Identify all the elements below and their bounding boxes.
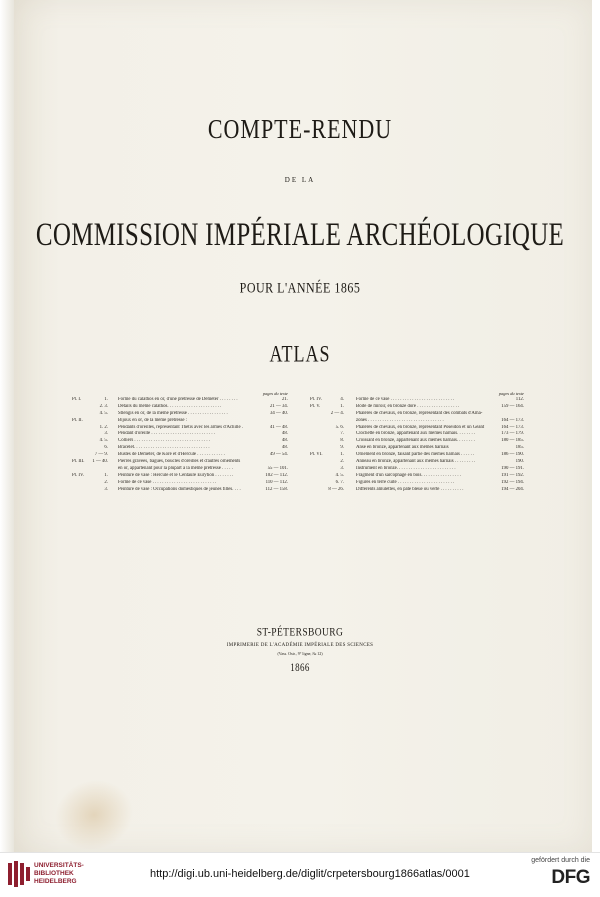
library-name-line: UNIVERSITÄTS- bbox=[34, 862, 84, 869]
toc-page-range: 190. bbox=[515, 459, 524, 465]
toc-page-range: 164 — 173. bbox=[501, 424, 524, 430]
toc-entry-text: Pierres gravées, bagues, boucles d'oreilles et d'autres ornements bbox=[118, 459, 241, 465]
toc-entry bbox=[310, 473, 524, 480]
toc-entry bbox=[310, 445, 524, 452]
toc-figure-number: 2. bbox=[104, 479, 108, 485]
toc-entry-text: Boîte de miroir, en bronze doré . . . . . . . . . . . . . . . . . . bbox=[356, 403, 460, 409]
toc-figure-number: 6. bbox=[104, 445, 108, 451]
toc-page-range: 192 — 194. bbox=[501, 479, 524, 485]
toc-entry bbox=[72, 466, 288, 473]
toc-entry bbox=[72, 480, 288, 487]
document-url-link[interactable]: http://digi.ub.uni-heidelberg.de/diglit/crpetersbourg1866atlas/0001 bbox=[150, 868, 470, 880]
toc-entry bbox=[310, 425, 524, 432]
toc-entry-text: Anse en bronze, appartenant aux mêmes harnais bbox=[356, 445, 449, 451]
toc-figure-number: 8. bbox=[340, 438, 344, 444]
toc-figure-number: 9. bbox=[340, 445, 344, 451]
toc-figure-number: 4. bbox=[340, 397, 344, 402]
toc-page-range: 110 — 112. bbox=[265, 479, 288, 485]
toc-entry-text: Forme de ce vase . . . . . . . . . . . . . . . . . . . . . . . . . . . bbox=[118, 479, 217, 485]
toc-entry bbox=[72, 404, 288, 411]
toc-entry bbox=[310, 452, 524, 459]
library-name-line: HEIDELBERG bbox=[34, 878, 77, 885]
funder-label: gefördert durch die bbox=[531, 857, 590, 864]
toc-figure-number: 1. bbox=[340, 403, 344, 409]
toc-figure-number: 1. 2. bbox=[99, 424, 108, 430]
toc-entry bbox=[72, 418, 288, 425]
toc-page-range: 102 — 112. bbox=[265, 472, 288, 478]
pages-header: pages du texte bbox=[498, 391, 524, 396]
imprint-year: 1866 bbox=[290, 660, 310, 674]
toc-figure-number: 3. bbox=[104, 431, 108, 437]
toc-entry-text: Stlengis en or, de la même prêtresse . . . . . . . . . . . . . . . . . bbox=[118, 410, 228, 416]
toc-entry-text: Bijoux en or, de la même prêtresse : bbox=[118, 417, 188, 423]
toc-page-range: 190 — 191. bbox=[501, 465, 524, 471]
library-name[interactable] bbox=[34, 862, 84, 886]
toc-page-range: 112. bbox=[515, 397, 524, 402]
year-line: POUR L'ANNÉE 1865 bbox=[239, 279, 361, 297]
toc-entry bbox=[72, 459, 288, 466]
toc-figure-number: 4. 5. bbox=[335, 472, 344, 478]
toc-figure-number: 4. 5. bbox=[99, 410, 108, 416]
toc-entry bbox=[310, 438, 524, 445]
toc-page-range: 41 — 48. bbox=[270, 424, 288, 430]
toc-entry-text: Détails du même calathos. . . . . . . . . . . . . . . . . . . . . . . bbox=[118, 403, 222, 409]
toc-entry-text: Phalères de chevaux, en bronze, représentant des combats d'Ama- bbox=[356, 410, 483, 416]
toc-figure-number: 3. bbox=[104, 486, 108, 492]
title-connector: DE LA bbox=[284, 176, 316, 184]
toc-entry bbox=[310, 418, 524, 425]
toc-page-range: 112 — 158. bbox=[265, 486, 288, 492]
toc-figure-number: 1. bbox=[104, 397, 108, 402]
title-line-1: COMPTE-RENDU bbox=[207, 112, 393, 144]
toc-left-column bbox=[72, 391, 288, 493]
toc-entry bbox=[310, 404, 524, 411]
toc-entry bbox=[72, 425, 288, 432]
toc-entry bbox=[310, 431, 524, 438]
title-line-2: COMMISSION IMPÉRIALE ARCHÉOLOGIQUE bbox=[35, 217, 565, 253]
toc-page-range: 173 — 179. bbox=[501, 431, 524, 437]
toc-entry bbox=[310, 411, 524, 418]
toc-page-range: 164 — 173. bbox=[501, 417, 524, 423]
pages-header: pages du texte bbox=[262, 391, 288, 396]
university-library-logo-icon bbox=[6, 859, 32, 889]
toc-plate-number: Pl. V. bbox=[310, 403, 321, 409]
toc-entry-text: Différents amulettes, en pâte bleue ou verte . . . . . . . . . . bbox=[356, 486, 464, 492]
toc-figure-number: 2. 3. bbox=[99, 403, 108, 409]
toc-entry-text: Peinture de vase : Occupations domestiques de jeunes filles. . . . bbox=[118, 486, 241, 492]
toc-page-range: 21. bbox=[282, 397, 288, 402]
toc-entry-text: Bustes de Déméter, de Koré et d'Hercule . . . . . . . . . . . . bbox=[118, 452, 225, 458]
toc-entry-text: Anneau en bronze, appartenant aux mêmes harnais . . . . . . . . . bbox=[356, 459, 476, 465]
toc-right-column bbox=[310, 391, 524, 493]
toc-entry-text: Instrument en bronze. . . . . . . . . . . . . . . . . . . . . . . . . bbox=[356, 465, 456, 471]
toc-entry bbox=[72, 411, 288, 418]
toc-figure-number: 2. bbox=[340, 459, 344, 465]
toc-entry-text: Figures en terre cuite . . . . . . . . . . . . . . . . . . . . . . . . bbox=[356, 479, 455, 485]
imprint-address: (Vass. Ostr., 9° ligne, № 12) bbox=[277, 651, 323, 656]
toc-page-range: 191 — 192. bbox=[501, 472, 524, 478]
toc-figure-number: 3. bbox=[340, 465, 344, 471]
toc-entry-text: Peinture de vase : Hercule et le Centaure Eurytion . . . . . . . . bbox=[118, 472, 234, 478]
toc-entry-text: Croissant en bronze, appartenant aux mêmes harnais. . . . . . . . bbox=[356, 438, 475, 444]
toc-page-range: 48. bbox=[282, 445, 288, 451]
toc-page-range: 48. bbox=[282, 438, 288, 444]
toc-figure-number: 7 — 9. bbox=[94, 452, 108, 458]
toc-entry bbox=[72, 452, 288, 459]
toc-plate-number: Pl. I. bbox=[72, 397, 82, 402]
toc-page-range: 48. bbox=[282, 431, 288, 437]
toc-entry bbox=[310, 397, 524, 404]
toc-entry-text: Fragment d'un sarcophage en bois. . . . . . . . . . . . . . . . . bbox=[356, 472, 461, 478]
toc-entry bbox=[72, 397, 288, 404]
toc-entry bbox=[310, 480, 524, 487]
toc-entry bbox=[72, 438, 288, 445]
toc-figure-number: 5. 6. bbox=[335, 424, 344, 430]
toc-figure-number: 1. bbox=[340, 452, 344, 458]
toc-figure-number: 7. bbox=[340, 431, 344, 437]
toc-entry-text: Pendants d'oreilles, représentant Thétis avec les armes d'Achille . bbox=[118, 424, 243, 430]
toc-entry bbox=[72, 431, 288, 438]
toc-entry-text: Forme du calathos en or, d'une prêtresse de Déméter . . . . . . . . bbox=[118, 397, 238, 402]
toc-entry-text: Clochette en bronze, appartenant aux mêmes harnais. . . . . . . . bbox=[356, 431, 476, 437]
toc-page-range: 55 — 101. bbox=[267, 465, 288, 471]
toc-entry bbox=[310, 487, 524, 494]
toc-entry-text: Ornement en bronze, faisant partie des mêmes harnais . . . . . . bbox=[356, 452, 475, 458]
toc-plate-number: Pl. IV. bbox=[310, 397, 323, 402]
toc-entry-text: Phalères de chevaux, en bronze, représentant Poseidon et un Géant bbox=[356, 424, 485, 430]
library-name-line: BIBLIOTHEK bbox=[34, 870, 74, 877]
toc-figure-number: 6. 7. bbox=[335, 479, 344, 485]
toc-entry bbox=[72, 487, 288, 494]
paper-stain bbox=[44, 768, 143, 861]
toc-entry bbox=[310, 466, 524, 473]
toc-entry-text: en or, appartenant pour la plupart à la même prêtresse . . . . . bbox=[118, 465, 233, 471]
toc-page-range: 159 — 164. bbox=[501, 403, 524, 409]
toc-page-range: 185. bbox=[515, 445, 524, 451]
toc-plate-number: Pl. IV. bbox=[72, 472, 85, 478]
toc-page-range: 180 — 185. bbox=[501, 438, 524, 444]
atlas-heading: ATLAS bbox=[269, 340, 331, 367]
toc-entry-text: Pendant d'oreille . . . . . . . . . . . . . . . . . . . . . . . . . . . bbox=[118, 431, 215, 437]
toc-entry-text: zones . . . . . . . . . . . . . . . . . . . . . . . . . . . . . . . . bbox=[356, 417, 444, 423]
toc-figure-number: 8 — 26. bbox=[328, 486, 344, 492]
toc-plate-number: Pl. VI. bbox=[310, 452, 323, 458]
toc-figure-number: 2 — 4. bbox=[330, 410, 344, 416]
toc-page-range: 186 — 190. bbox=[501, 452, 524, 458]
toc-entry bbox=[72, 473, 288, 480]
toc-figure-number: 1 — 40. bbox=[92, 459, 108, 465]
toc-entry-text: Colliers . . . . . . . . . . . . . . . . . . . . . . . . . . . . . . . . bbox=[118, 438, 210, 444]
toc-page-range: 49 — 54. bbox=[270, 452, 288, 458]
toc-figure-number: 1. bbox=[104, 472, 108, 478]
toc-entry bbox=[310, 459, 524, 466]
dfg-logo[interactable]: DFG bbox=[551, 867, 590, 888]
toc-entry bbox=[72, 445, 288, 452]
viewer-footer bbox=[0, 852, 600, 897]
toc-figure-number: 4. 5. bbox=[99, 438, 108, 444]
toc-page-range: 194 — 204. bbox=[501, 486, 524, 492]
toc-page-range: 21 — 34. bbox=[270, 403, 288, 409]
toc-entry-text: Forme de ce vase . . . . . . . . . . . . . . . . . . . . . . . . . . . bbox=[356, 397, 455, 402]
toc-plate-number: Pl. III. bbox=[72, 459, 85, 465]
imprint-printer: IMPRIMERIE DE L'ACADÉMIE IMPÉRIALE DES SCIENCES bbox=[226, 643, 374, 648]
imprint-city: ST-PÉTERSBOURG bbox=[256, 627, 344, 639]
toc-page-range: 34 — 40. bbox=[270, 410, 288, 416]
toc-entry-text: Bracelet. . . . . . . . . . . . . . . . . . . . . . . . . . . . . . . . bbox=[118, 445, 210, 451]
toc-plate-number: Pl. II. bbox=[72, 417, 83, 423]
